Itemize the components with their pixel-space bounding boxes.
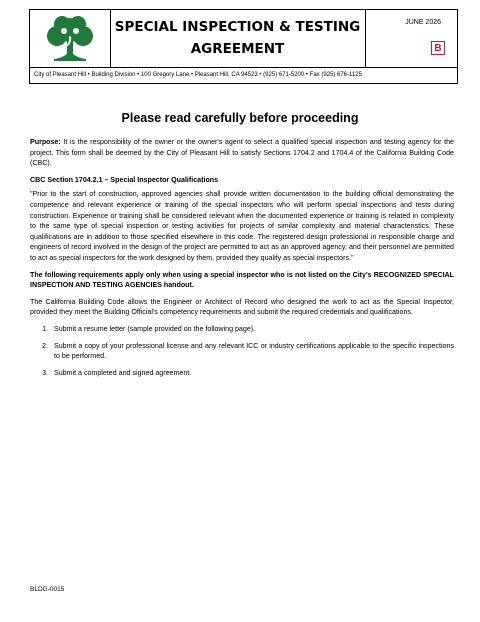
form-title [110, 10, 366, 67]
header [29, 9, 458, 84]
purpose-text: It is the responsibility of the owner or the owner's agent to select a qualified special inspection and testing agency for the project. This form shall be deemed by the City of Pleasant Hill to satisfy Sections 1704.2 and 1704.4 of the California Building Code (CBC). [30, 138, 454, 168]
steps-list [30, 324, 454, 378]
logo-cell [30, 10, 111, 67]
address-line: City of Pleasant Hill • Building Division • 100 Gregory Lane • Pleasant Hill, CA 94523 • (925) 671-5200 • Fax (925) 676-1125 [34, 72, 362, 78]
purpose-paragraph [30, 137, 454, 169]
list-item: 3. Submit a completed and signed agreement. [50, 368, 454, 379]
section-title: CBC Section 1704.2.1 – Special Inspector Qualifications [30, 175, 219, 184]
form-number: BLDG-0015 [30, 586, 65, 593]
header-top-row [30, 10, 457, 68]
requirements-note: The following requirements apply only when using a special inspector who is not listed on the City's RECOGNIZED SPECIAL INSPECTION AND TESTING AGENCIES handout. [30, 270, 454, 290]
intro-paragraph: The California Building Code allows the Engineer or Architect of Record who designed the work to act as the Special Inspector, provided they meet the Building Official's competency requirements and submit the required credentials and qualifications. [30, 297, 454, 317]
title-line-2: AGREEMENT [190, 41, 285, 57]
list-item: 2. Submit a copy of your professional license and any relevant ICC or industry certifications applicable to the specific inspections to be performed. [50, 341, 454, 362]
date-cell [365, 10, 457, 67]
page-heading: Please read carefully before proceeding [121, 111, 359, 125]
list-item: 1. Submit a resume letter (sample provided on the following page). [50, 324, 454, 335]
purpose-label: Purpose: [30, 138, 61, 146]
tree-logo-icon [42, 14, 98, 64]
form-badge: B [431, 41, 445, 55]
form-date: JUNE 2026 [405, 19, 441, 26]
title-line-1: SPECIAL INSPECTION & TESTING [114, 19, 361, 35]
code-quote: "Prior to the start of construction, approved agencies shall provide written documentation to the building official demonstrating the competence and relevant experience or training of the special inspectors who will perform special inspections and tests during construction. Experience or training shall be considered relevant when the documented experience or training is related in complexity to the same type of special inspection or testing activities for projects of similar complexity and material characteristics. These qualifications are in addition to those specified elsewhere in this code. The registered design professional in responsible charge and engineers of record involved in the design of the project are permitted to act as an approved agency, and their personnel are permitted to act as special inspectors for the work designed by them, provided they qualify as special inspectors." [30, 190, 454, 262]
body-content [30, 137, 454, 384]
